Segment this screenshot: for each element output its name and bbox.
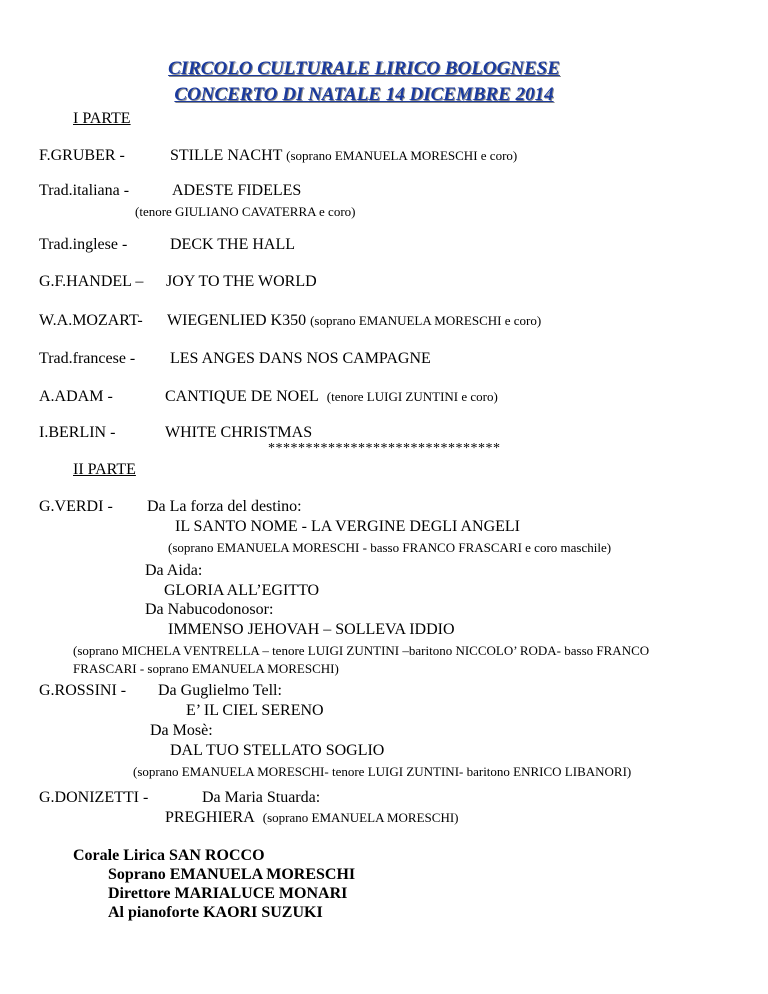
part1-heading: I PARTE — [73, 110, 131, 127]
verdi-piece-2: GLORIA ALL’EGITTO — [164, 582, 320, 599]
part1-item-2-composer: Trad.italiana - — [39, 182, 130, 199]
part1-item-7-composer: A.ADAM - — [39, 388, 113, 405]
donizetti-opera: Da Maria Stuarda: — [202, 789, 321, 806]
verdi-opera-3: Da Nabucodonosor: — [145, 601, 274, 618]
rossini-opera-2: Da Mosè: — [150, 722, 213, 739]
part1-item-4-piece: JOY TO THE WORLD — [166, 273, 317, 290]
part1-item-8-composer: I.BERLIN - — [39, 424, 116, 441]
rossini-note: (soprano EMANUELA MORESCHI- tenore LUIGI ZUNTINI- baritono ENRICO LIBANORI) — [133, 764, 632, 779]
verdi-piece-1: IL SANTO NOME - LA VERGINE DEGLI ANGELI — [175, 518, 520, 535]
part1-item-8-piece: WHITE CHRISTMAS — [165, 424, 313, 441]
donizetti-note: (soprano EMANUELA MORESCHI) — [262, 810, 459, 825]
credits-director: Direttore MARIALUCE MONARI — [108, 885, 348, 902]
credits-soprano: Soprano EMANUELA MORESCHI — [108, 866, 356, 883]
verdi-composer: G.VERDI - — [39, 498, 113, 515]
part1-item-5-piece: WIEGENLIED K350 (soprano EMANUELA MORESCHI e coro) — [167, 312, 542, 329]
part1-item-1-note: (soprano EMANUELA MORESCHI e coro) — [286, 148, 518, 163]
page-subtitle: CONCERTO DI NATALE 14 DICEMBRE 2014 — [174, 84, 554, 105]
part1-item-1-composer: F.GRUBER - — [39, 147, 125, 164]
credits-choir: Corale Lirica SAN ROCCO — [73, 847, 265, 864]
verdi-opera-1: Da La forza del destino: — [147, 498, 302, 515]
verdi-note-3-line1: (soprano MICHELA VENTRELLA – tenore LUIGI ZUNTINI –baritono NICCOLO’ RODA- basso FRANCO — [73, 643, 650, 658]
donizetti-piece: PREGHIERA (soprano EMANUELA MORESCHI) — [165, 809, 459, 826]
rossini-piece-1: E’ IL CIEL SERENO — [186, 702, 324, 719]
rossini-opera-1: Da Guglielmo Tell: — [158, 682, 282, 699]
part1-item-7-piece: CANTIQUE DE NOEL (tenore LUIGI ZUNTINI e coro) — [165, 388, 498, 405]
page-title: CIRCOLO CULTURALE LIRICO BOLOGNESE — [168, 58, 560, 79]
part1-item-2-note: (tenore GIULIANO CAVATERRA e coro) — [135, 204, 356, 219]
part1-item-2-piece: ADESTE FIDELES — [172, 182, 302, 199]
credits-pianist: Al pianoforte KAORI SUZUKI — [108, 904, 323, 921]
part1-item-3-piece: DECK THE HALL — [170, 236, 296, 253]
separator-stars: ******************************* — [268, 441, 501, 456]
part1-item-5-composer: W.A.MOZART- — [39, 312, 143, 329]
part2-heading: II PARTE — [73, 461, 136, 478]
rossini-composer: G.ROSSINI - — [39, 682, 127, 699]
verdi-piece-3: IMMENSO JEHOVAH – SOLLEVA IDDIO — [168, 621, 455, 638]
part1-item-1-piece: STILLE NACHT (soprano EMANUELA MORESCHI e coro) — [170, 147, 518, 164]
verdi-opera-2: Da Aida: — [145, 562, 203, 579]
part1-item-6-piece: LES ANGES DANS NOS CAMPAGNE — [170, 350, 431, 367]
verdi-note-3-line2: FRASCARI - soprano EMANUELA MORESCHI) — [73, 661, 339, 676]
part1-item-6-composer: Trad.francese - — [39, 350, 136, 367]
part1-item-7-note: (tenore LUIGI ZUNTINI e coro) — [326, 389, 498, 404]
part1-item-3-composer: Trad.inglese - — [39, 236, 128, 253]
donizetti-composer: G.DONIZETTI - — [39, 789, 149, 806]
rossini-piece-2: DAL TUO STELLATO SOGLIO — [170, 742, 385, 759]
verdi-note-1: (soprano EMANUELA MORESCHI - basso FRANCO FRASCARI e coro maschile) — [168, 540, 612, 555]
part1-item-4-composer: G.F.HANDEL – — [39, 273, 144, 290]
part1-item-5-note: (soprano EMANUELA MORESCHI e coro) — [310, 313, 542, 328]
